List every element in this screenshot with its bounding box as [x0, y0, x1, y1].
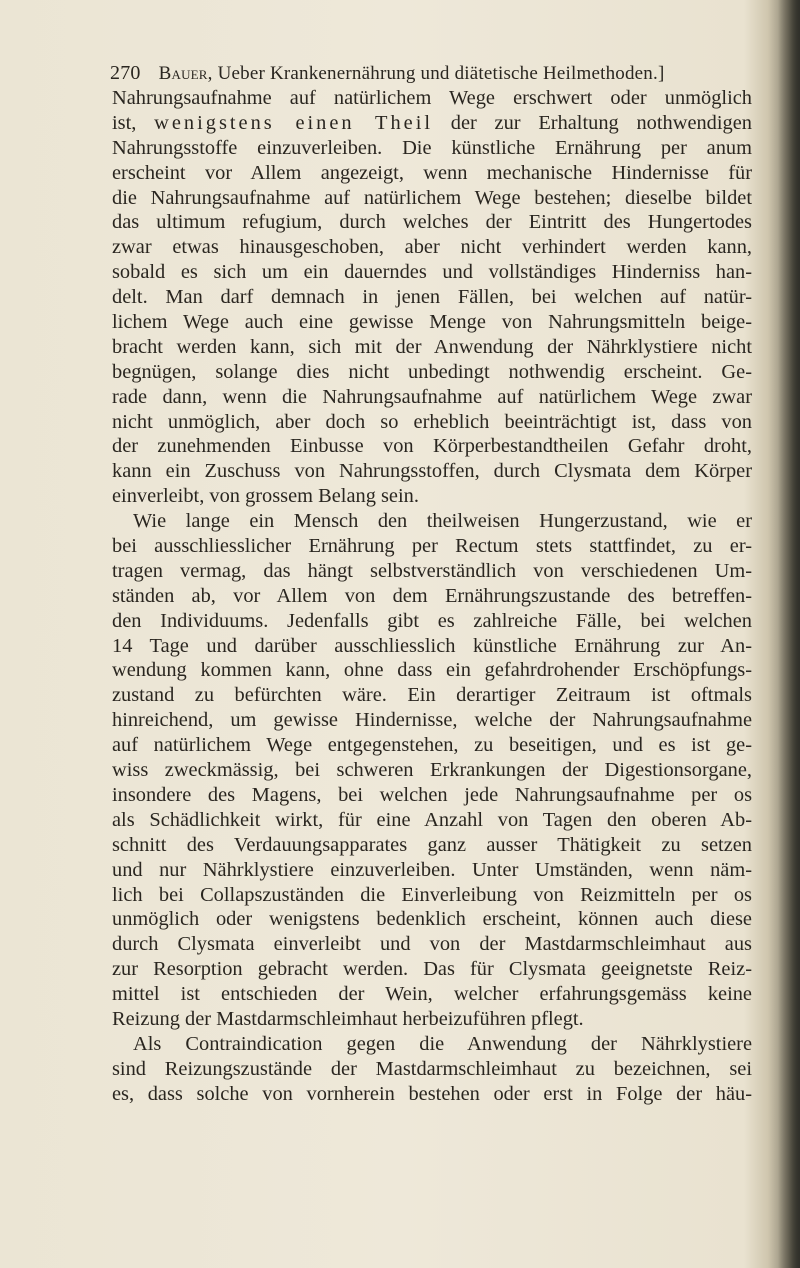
text-line: erscheint vor Allem angezeigt, wenn mechanische Hindernisse für	[112, 161, 752, 184]
text-line: Wie lange ein Mensch den theilweisen Hungerzustand, wie er	[133, 510, 752, 533]
text-line: sind Reizungszustände der Mastdarmschleimhaut zu bezeichnen, sei	[112, 1057, 752, 1080]
text-line: das ultimum refugium, durch welches der Eintritt des Hungertodes	[112, 211, 752, 234]
text-line: hinreichend, um gewisse Hindernisse, welche der Nahrungsaufnahme	[112, 709, 752, 732]
text-line: delt. Man darf demnach in jenen Fällen, bei welchen auf natür-	[112, 286, 752, 309]
text-line: durch Clysmata einverleibt und von der Mastdarmschleimhaut aus	[112, 933, 752, 956]
text-line: den Individuums. Jedenfalls gibt es zahlreiche Fälle, bei welchen	[112, 609, 752, 632]
running-title: Ueber Krankenernährung und diätetische Heilmethoden.]	[217, 63, 665, 84]
text-line: wiss zweckmässig, bei schweren Erkrankungen der Digestionsorgane,	[112, 759, 752, 782]
text-line: Nahrungsstoffe einzuverleiben. Die künstliche Ernährung per anum	[112, 136, 752, 159]
text-line: bei ausschliesslicher Ernährung per Rectum stets stattfindet, zu er-	[112, 535, 752, 558]
text-line: ständen ab, vor Allem von dem Ernährungszustande des betreffen-	[112, 584, 752, 607]
text-line: Nahrungsaufnahme auf natürlichem Wege erschwert oder unmöglich	[112, 87, 752, 109]
text-line: es, dass solche von vornherein bestehen oder erst in Folge der häu-	[112, 1082, 752, 1105]
text-fragment: ist,	[112, 111, 155, 134]
text-line: Reizung der Mastdarmschleimhaut herbeizuführen pflegt.	[112, 1007, 584, 1030]
text-line: begnügen, solange dies nicht unbedingt nothwendig erscheint. Ge-	[112, 360, 752, 383]
text-line: der zunehmenden Einbusse von Körperbestandtheilen Gefahr droht,	[112, 435, 752, 458]
text-fragment: der zur Erhaltung nothwendigen	[433, 111, 752, 134]
running-head	[110, 62, 750, 85]
book-spine-shadow	[778, 0, 800, 1268]
text-line: lich bei Collapszuständen die Einverleibung von Reizmitteln per os	[112, 883, 752, 906]
text-line: schnitt des Verdauungsapparates ganz ausser Thätigkeit zu setzen	[112, 833, 752, 856]
text-line: kann ein Zuschuss von Nahrungsstoffen, durch Clysmata dem Körper	[112, 460, 752, 483]
text-line: mittel ist entschieden der Wein, welcher erfahrungsgemäss keine	[112, 983, 752, 1006]
text-line: die Nahrungsaufnahme auf natürlichem Wege bestehen; dieselbe bildet	[112, 186, 752, 209]
text-line: bracht werden kann, sich mit der Anwendung der Nährklystiere nicht	[112, 335, 752, 358]
text-line: zur Resorption gebracht werden. Das für Clysmata geeignetste Reiz-	[112, 958, 752, 981]
text-line: und nur Nährklystiere einzuverleiben. Unter Umständen, wenn näm-	[112, 858, 752, 881]
text-line: 14 Tage und darüber ausschliesslich künstliche Ernährung zur An-	[112, 634, 752, 657]
text-line: zustand zu befürchten wäre. Ein derartiger Zeitraum ist oftmals	[112, 684, 752, 707]
text-line: rade dann, wenn die Nahrungsaufnahme auf natürlichem Wege zwar	[112, 385, 752, 408]
text-line: auf natürlichem Wege entgegenstehen, zu beseitigen, und es ist ge-	[112, 734, 752, 757]
body-text	[112, 86, 752, 1107]
text-line: nicht unmöglich, aber doch so erheblich beeinträchtigt ist, dass von	[112, 410, 752, 433]
emphasized-text: wenigstens einen Theil	[154, 111, 434, 134]
text-line: sobald es sich um ein dauerndes und vollständiges Hinderniss han-	[112, 261, 752, 284]
author-name: Bauer,	[158, 63, 213, 84]
text-line: tragen vermag, das hängt selbstverständlich von verschiedenen Um-	[112, 559, 752, 582]
text-line: lichem Wege auch eine gewisse Menge von Nahrungsmitteln beige-	[112, 311, 752, 334]
text-line: einverleibt, von grossem Belang sein.	[112, 485, 419, 508]
text-line: als Schädlichkeit wirkt, für eine Anzahl von Tagen den oberen Ab-	[112, 808, 752, 831]
text-line: wendung kommen kann, ohne dass ein gefahrdrohender Erschöpfungs-	[112, 659, 752, 682]
text-line	[112, 111, 752, 136]
page-number: 270	[110, 62, 141, 84]
text-line: insondere des Magens, bei welchen jede Nahrungsaufnahme per os	[112, 783, 752, 806]
text-line: unmöglich oder wenigstens bedenklich erscheint, können auch diese	[112, 908, 752, 931]
text-line: zwar etwas hinausgeschoben, aber nicht verhindert werden kann,	[112, 236, 752, 259]
text-line: Als Contraindication gegen die Anwendung der Nährklystiere	[133, 1032, 752, 1055]
